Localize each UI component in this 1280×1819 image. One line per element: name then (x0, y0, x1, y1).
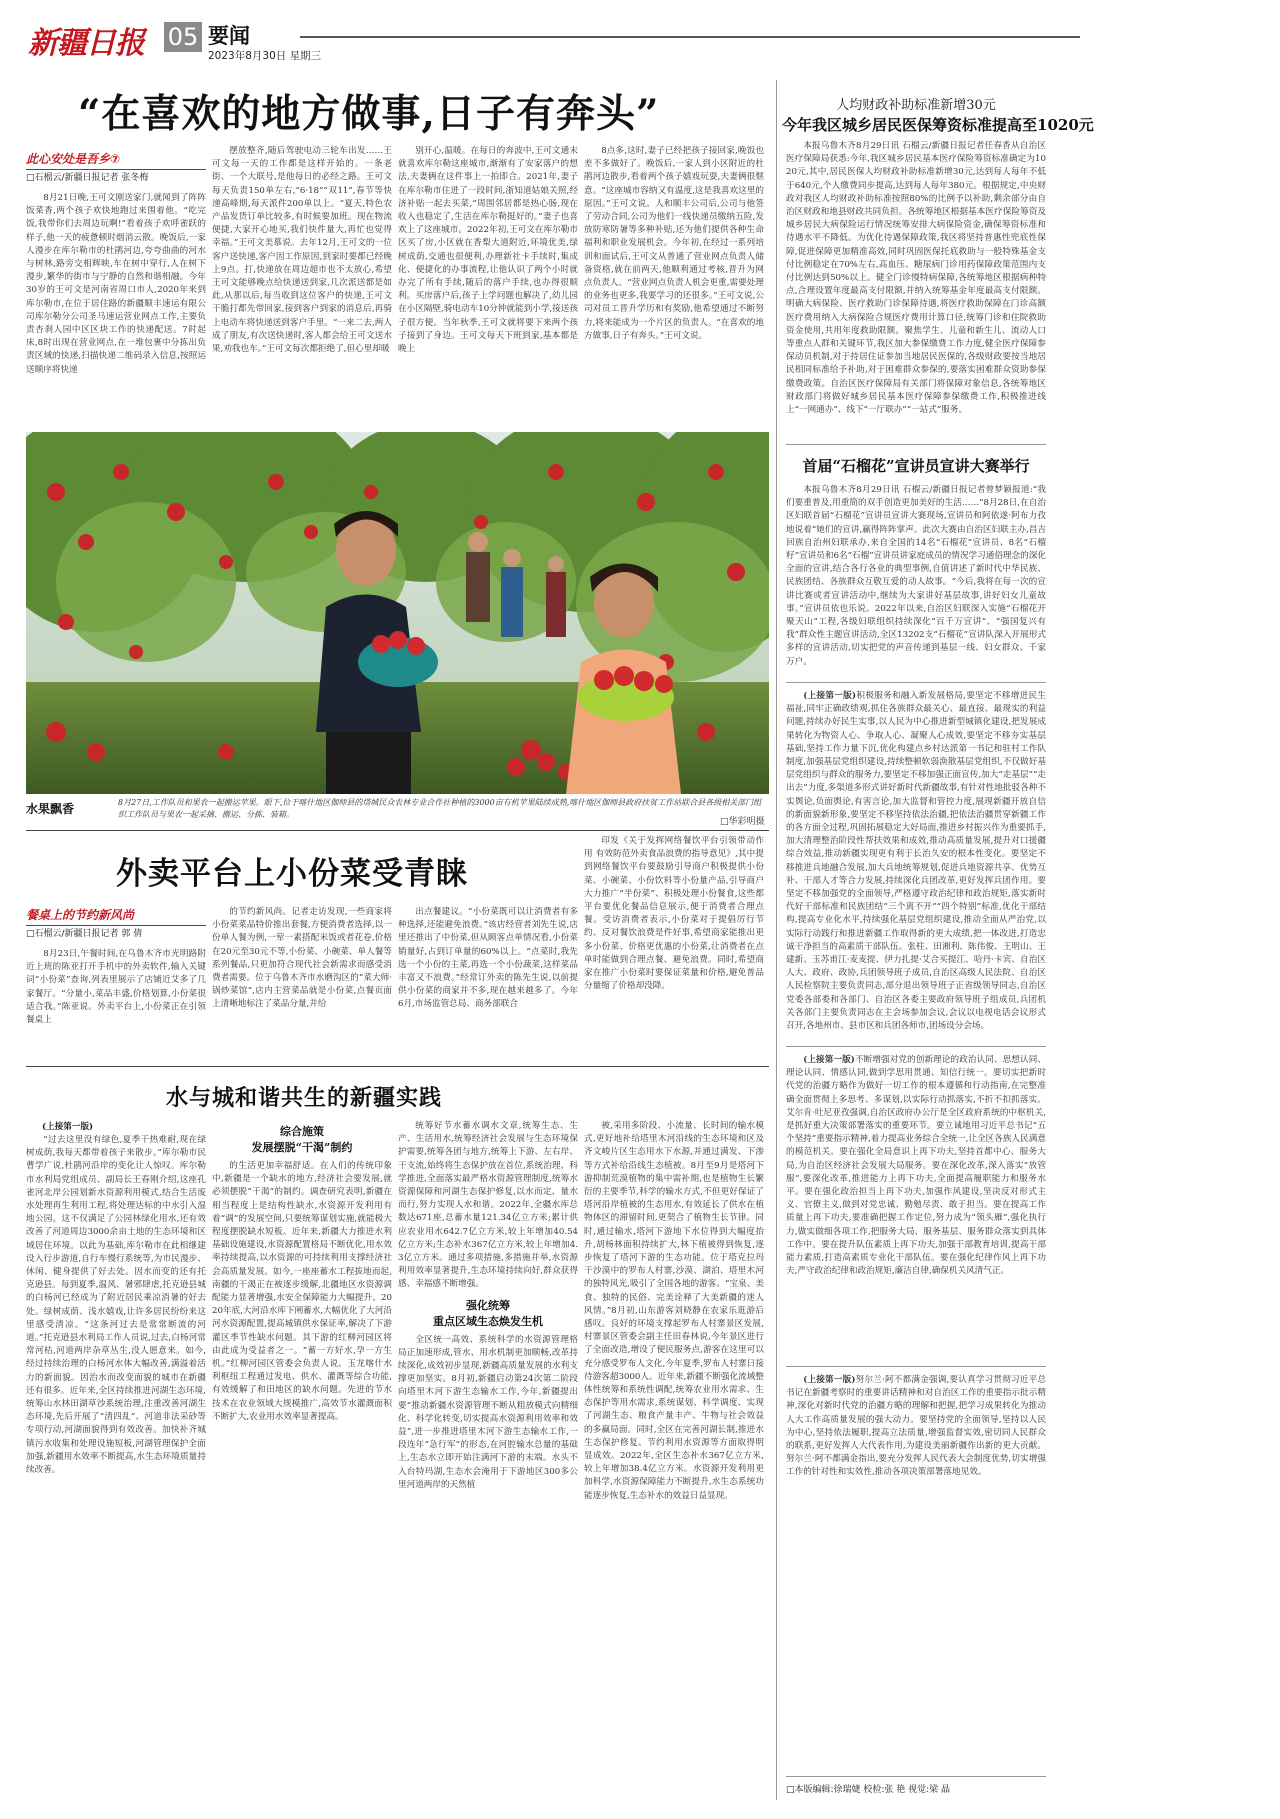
main-col-2 (212, 145, 392, 422)
divider (786, 682, 1046, 683)
sidebar-cont-3 (786, 1374, 1046, 1734)
paragraph: 本报乌鲁木齐8月29日讯 石榴云/新疆日报记者任春香从自治区医疗保障局获悉:今年,我区城乡居民基本医疗保险筹资标准确定为1020元,其中,居民医保人均财政补助标准新增30元,达到每人每年不低于640元,个人缴费同步提高,达到每人每年380元。根据规定,中央财政对我区人均财政补助标准按照80%的比例予以补助,剩余部分由自治区财政和地县财政共同负担。各统筹地区根据基本医疗保险筹资及城乡居民大病保险运行情况统筹安排大病保险资金,确保筹资标准和待遇水平不降低。为优化待遇保障政策,我区将坚持普惠性兜底性保障,促进保障更加精准高效,同时巩固医保托底救助与一般特殊基金支付比例稳定在70%左右,高血压、糖尿病门诊用药保障政策范围内支付比例达到50%以上。健全门诊慢特病保障,各统筹地区根据病种特点,合理设置年度最高支付限额,并纳入统筹基金年度最高支付限额。明确大病保险、医疗救助门诊保障待遇,将医疗救助保障在门诊高额医疗费用纳入大病保险合规医疗费用计算口径,统筹门诊和住院救助资金使用,共用年度救助限额。聚焦学生、儿童和新生儿、流动人口等重点人群和关键环节,我区加大参保缴费工作力度,健全医疗保障参保动员机制,对于持居住证参加当地居民医保的,各级财政要按当地居民相同标准给予补助,对于困难群众参保的,要落实困难群众资助参保缴费政策。自治区医疗保障局有关部门将保障对象信息,各统筹地区财政部门将做好城乡居民基本医疗保障参保缴费工作,积极推进线上“一网通办”、线下“一厅联办”“一站式”服务。 (786, 141, 1046, 416)
masthead (28, 18, 1080, 66)
masthead-rule (300, 36, 1080, 38)
photo-caption: 8月27日,工作队员和果农一起搬运苹果。眼下,位于喀什地区伽师县的塔城民众农林专业合作社种植的3000亩有机苹果陆续成熟,喀什地区伽师县政府扶贫工作站联合县各级相关部门组织工作队员与果农一起采摘、搬运、分拣、装箱。 (118, 798, 762, 819)
sidebar-text-2 (786, 484, 1046, 672)
water-col-1 (26, 1134, 206, 1794)
paragraph: “过去这里没有绿色,夏季干热难耐,现在绿树成荫,我每天都带着孩子来散步。”库尔勒市民曹学广说,杜鹃河沿岸的变化让人惊叹。库尔勒市水利局党组成员、副局长王春刚介绍,这座孔雀河北岸公园划新水资源利用模式,结合生活废水处理再生利用工程,将处理达标的中水引入湿地公园。这不仅满足了公园林绿化用水,还有效改善了河道周边3000余亩土地的生态环境和区域居住环境。以此为基础,库尔勒市在此相继建设入行步游道,自行车慢行系统等,为市民漫步、休闲、健身提供了好去处。因水而变的还有托克逊县。每到夏季,温风、暑邪肆虐,托克逊县城的白杨河已经成为了附近居民乘凉消暑的好去处。绿树成荫、浅水嬉戏,让许多居民纷纷来这里感受清凉。“这条河过去是常常断流的河道。”托克逊县水利局工作人员说,过去,白杨河常常河枯,河道两岸杂草丛生,没人愿意来。如今,经过持续治理的白杨河水体大幅改善,满溢着活力的新面貌。因治水而改变面貌的城市在新疆还有很多。近年来,全区持续推进河湖生态环境,统筹山水林田湖草沙系统治理,注重改善河湖生态环境,先后开展了“清四乱”、河道非法采砂等专项行动,河湖面貌得到有效改善。加快补齐城镇污水收集和处理设施短板,河湖管理保护全面加强,新疆用水效率不断提高,水生态环境质量持续改善。 (26, 1135, 206, 1476)
takeout-col-2 (212, 906, 392, 1058)
sidebar-headline: 今年我区城乡居民医保筹资标准提高至1020元 (782, 116, 1094, 134)
main-headline: “在喜欢的地方做事,日子有奔头” (78, 91, 660, 137)
cont-text: 积极服务和融入新发展格局,要坚定不移增进民生福祉,同牢正确政绩观,抓住各族群众最关心、最直接、最现实的利益问题,持续办好民生实事,以人民为中心推进新型城镇化建设,把发展成果转化为物资人心、争取人心、凝聚人心成效,要坚定不移夯实基层基础,坚持工作力量下沉,优化构建点乡村达派第一书记和驻村工作队制度,加强基层党组织建设,持续整顿软弱涣散基层党组织,不仅做好基层党组织与群众的服务力,要坚定不移加强正面宣传,加大“走基层”“走出去”力度,多渠道多形式讲好新时代新疆故事,有针对性地批驳各种不实舆论,负面舆论,有害言论,加大监督和管控力度,展现新疆开放自信的新面貌新形象,要坚定不移坚持依法治疆,把依法治疆贯穿新疆工作的各方面全过程,巩固拓展稳定大好局面,推进乡村振兴作为重要抓手,加大清理整治阶段性帮扶效果和成效,推动高质量发展,提升对口援疆综合效益,推动新疆实现更有利于长治久安的根本性变化。要坚定不移推进兵地融合发展,加大兵地统筹规划,促进兵地资源共享、优势互补、干部人才等合力发展,持续深化兵团改革,更好发挥兵团作用。要坚定不移加强党的全面领导,严格遵守政治纪律和政治规矩,落实新时代好干部标准和民族团结“三个离不开”“四个特别”标准,优化干部结构,提高专业化水平,持续强化基层党组织建设,推动全面从严治党,以实际行动践行和推进新疆工作取得新的更大成绩,把一体改进,打造忠诚干净担当的高素质干部队伍。张柱、田湘利、陈伟俊、王明山、王建新、玉苏甫江·麦麦提、伊力扎提·艾合买提江、哈丹·卡宾、自治区人大、政府、政协,兵团领导班子成员,自治区高级人民法院、自治区人民检察院主要负责同志,部分退出领导班子正省级领导同志,自治区党委各部委和各部门、自治区各委主要政府领导班子组成员,兵团机关各部门主要负责同志在主会场参加会议,会议以电视电话会议形式召开,各地州市、县市区和兵团各师市,团场设分会场。 (786, 691, 1046, 1032)
editor-credits: □本版编辑:徐瑞婕 校检:张 艳 视觉:梁 晶 (786, 1785, 951, 1795)
cont-label: (上接第一版) (803, 1055, 855, 1065)
issue-date: 2023年8月30日 星期三 (208, 50, 322, 62)
takeout-col-1 (26, 948, 206, 1058)
sidebar-mid-headline: 首届“石榴花”宣讲员宣讲大赛举行 (802, 457, 1030, 475)
sidebar-cont-2 (786, 1054, 1046, 1360)
water-col-2 (212, 1120, 392, 1794)
paragraph: 8月21日晚,王可文刚送家门,就闻到了阵阵饭菜香,两个孩子欢快地跑过来围着他。“吃完饭,我带你们去周边玩啊!”看着孩子欢呼雀跃的样子,他一天的疲惫顿时烟消云散。晚饭后,一家人漫步在库尔勒市的杜鹃河边,夸夸曲曲的河水与树林,路旁交相辉映,车在树中穿行,人在树下漫步,繁华的街市与宁静的自然和谐相融。今年30岁的王可文是河南省周口市人,2020年来到库尔勒市,在位于居住路的新疆顺丰速运有限公司库尔勒分公司圣马速运营业网点工作,主要负责杏刹人园中区区块工作的快递配送。7时起床,8时出现在营业网点,在一堆包裹中分拣出负责区域的快递,扫描快递二维码录入信息,按照运送顺序将快递 (26, 193, 206, 375)
subheading: 强化统筹 (466, 1298, 510, 1312)
takeout-col-4 (584, 835, 764, 1058)
water-cont-label: (上接第一版) (42, 1122, 94, 1132)
water-headline: 水与城和谐共生的新疆实践 (166, 1085, 443, 1111)
paragraph: 全区统一高效、系统科学的水资源管理格局正加速形成,管水、用水机制更加顺畅,改革持续深化,成效初步显现,新疆高质量发展的水利支撑更加坚实。8月初,新疆启动第24次第二阶段向塔里木河下游生态输水工作,今年,新疆提出要“推动新疆水资源管理不断从粗放模式向精细化、科学化转变,切实提高水资源利用效率和效益”,进一步推进塔里木河下游生态输水工作,一段连年“急行军”的形态,在河腔输水总量的基础上,生态水立即开始注满河下游的末端。水头不入台特玛湖,生态水会淹用于下游地区300多公里河道两岸的天然植 (398, 1334, 578, 1490)
subheading: 综合施策 (280, 1125, 324, 1138)
divider (786, 444, 1046, 445)
cont-text: 不断增强对党的创新理论的政治认同、思想认同、理论认同、情感认同,做到学思用贯通、知信行统一。要切实把新时代党的治疆方略作为做好一切工作的根本遵循和行动指南,在完整准确全面贯彻上多思考、多谋划,以实际行动抓落实,不折不扣抓落实。艾尔肯·吐尼亚孜强调,自治区政府办公厅是全区政府系统的中枢机关,是抓好重大决策部署落实的重要环节。要立诚地用习近平总书记“五个坚持”重要指示精神,着力提高业务综合全统一,让全区各族人民满意的模范机关。要在强化全局意识上再下功夫,坚持首都中心、服务大局,为自治区经济社会发展大局服务。要在深化改革,深入落实“放管服”,要深化改革,推进能力上再下功夫,全面提高履职能力和服务水平。要在强化政治担当上再下功夫,加强作风建设,坚决反对形式主义、官僚主义,做到对党忠诚、勤勉尽责、敢于担当。要在提高工作质量上再下功夫,要准确把握工作定位,努力成为“领头雁”,强化执行力,做实做细各项工作,把服务大局、服务基层、服务群众落实到具体工作中。要在提升队伍素质上再下功夫,加强干部教育培训,提高干部能力素质,打造高素质专业化干部队伍。要在强化纪律作风上再下功夫,严守政治纪律和政治规矩,廉洁自律,确保机关风清气正。 (786, 1055, 1046, 1277)
paragraph: 8月23日,午餐时间,在乌鲁木齐市光明路附近上班的陈亚打开手机中的外卖软件,输入关键词“小份菜”查询,列表里展示了店铺近艾多了几家餐厅。“分量小,菜品丰盛,价格划算,小份菜很适合我。”陈亚说。外卖平台上,小份菜正在引领餐桌上 (26, 949, 206, 1026)
sidebar-text-1 (786, 140, 1046, 436)
photo-label: 水果飘香 (26, 802, 75, 816)
water-col-3 (398, 1120, 578, 1794)
water-col-4 (584, 1120, 764, 1794)
main-col-3 (398, 145, 578, 422)
subheading: 发展摆脱“干渴”制约 (251, 1141, 353, 1154)
divider (786, 1046, 1046, 1047)
paragraph (786, 1054, 1046, 1278)
page-number: 05 (164, 22, 202, 52)
paragraph: 摆放整齐,随后驾驶电动三轮车出发……王可文每一天的工作都是这样开始的。一条老街、一个大联号,是他每日的必经之路。王可文每天负责150单左右,“6·18”“双11”,春节等快递高峰期,每天派件200单以上。“夏天,特色农产品发货订单比较多,有时候要加班。现在物流便捷,大家开心地买,我们快件量大,再忙也觉得幸福。”王可文美慕说。去年12月,王可文的一位客户送快递,客户因工作原因,到家时要都已经晚上9点。打,快递放在周边超市也不太放心,希望王可文能够晚点给快递送到家,几次派送都是如此,从那以后,每当收到这位客户的快递,王可文干脆打都先带回家,接到客户到家的消息后,再骑上电动车将快递送到客户手里。“一来二去,两人成了朋友,有次送快递时,客人都会给王可文送水果,劝我也车。”王可文每次都拒绝了,但心里却暖 (212, 146, 392, 355)
takeout-column-tag: 餐桌上的节约新风尚 (26, 906, 206, 926)
divider (786, 1776, 1046, 1777)
paragraph: 别开心,温暖。在每日的奔波中,王可文通末就喜欢库尔勒这座城市,渐渐有了安家落户的想法,夫妻俩在这件事上一拍即合。2021年,妻子在库尔勒市住进了一段时间,浙知道姑娘关照,经济补贴一起去买菜,“周围邻居都是热心肠,现在收入也稳定了,生活在库尔勒挺好的。”妻子也喜欢上了这座城市。2022年初,王可文在库尔勒市区买了房,小区就在香梨大道附近,环境优美,绿树成荫,交通也很便利,办理新社卡手续时,集成化、便捷化的办事流程,让他认识了两个小时就办完了所有手续,随后的落户手续,也办得很顺利。买房落户后,孩子上学问题也解决了,幼儿园在小区隔壁,骑电动车10分钟就能到小学,接送孩子很方便。当年秋季,王可文就将要下来两个孩子接到了身边。王可文每天下班到家,基本都是晚上 (398, 146, 578, 355)
photo-credit: □华彩明摄 (720, 817, 765, 827)
paragraph: 出点餐建议。“小份菜既可以让消费者有多种选择,还能避免浪费。”该店经营者刘先生说,店里还推出了中份菜,但从顾客点单情况看,小份菜销量好,占到订单量的60%以上。“点菜时,我先选一个小份的主菜,再选一个小份蔬菜,这样菜品丰富又不浪费。”经常订外卖的陈先生说,以前提供小份菜的商家并不多,现在越来越多了。今年6月,市场监管总局、商务部联合 (398, 907, 578, 1010)
paper-logo: 新疆日报 (28, 26, 144, 61)
main-col-1 (26, 192, 206, 422)
paragraph: 的生活更加幸福舒适。在人们的传统印象中,新疆是一个缺水的地方,经济社会要发展,就必须摆脱“干渴”的制约。调查研究表明,新疆在相当程度上是结构性缺水,水资源开发利用有着“调”的发展空间,只要统筹谋划实施,就能极大程度摆脱缺水短板。近年来,新疆大力推进水利基础设施建设,水资源配置格局不断优化,用水效率持续提高,以水资源的可持续利用支撑经济社会高质量发展。如今,一座座蓄水工程拔地而起,南疆的干渴正在被逐步缓解,北疆地区水资源调配能力显著增强,水安全保障能力大幅提升。2020年底,大河沿水库下闸蓄水,大幅优化了大河沿河水资源配置,提高城镇供水保证率,解决了下游灌区季节性缺水问题。其下游的红柳河园区将由此成为受益者之一。“蓄一方好水,孕一方生机。”红柳河园区管委会负责人说。玉龙喀什水利枢纽工程通过发电、供水、灌溉等综合功能,有效缓解了和田地区的缺水问题。先进的节水技术在农业领域大规模推广,高效节水灌溉面积不断扩大,农业用水效率显著提高。 (212, 1161, 392, 1422)
subheading: 重点区域生态焕发生机 (433, 1314, 543, 1328)
paragraph: 统筹好节水蓄水调水文章,统筹生态、生产、生活用水,统筹经济社会发展与生态环境保护需要,统筹各团与地方,统筹上下游、左右岸、干支流,始终将生态保护放在首位,系统治理、科学推进,全面落实最严格水资源管理制度,统筹水资源保障和河湖生态保护修复,以水而定、量水而行,努力实现人水和谐。2022年,全疆水库总数达671座,总蓄水量121.34亿立方米;累计供应农业用水642.7亿立方米,较上年增加40.54亿立方米;生态补水367亿立方米,较上年增加4.3亿立方米。通过多项措施,多措施并举,水资源利用效率显著提升,生态环境持续向好,群众获得感、幸福感不断增强。 (398, 1121, 578, 1290)
takeout-byline: □石榴云/新疆日报记者 郭 倩 (26, 929, 143, 939)
news-photo (26, 432, 769, 794)
takeout-headline: 外卖平台上小份菜受青睐 (116, 856, 468, 892)
cont-label: (上接第一版) (803, 691, 857, 701)
divider (26, 830, 769, 831)
paragraph (786, 1374, 1046, 1480)
main-byline: □石榴云/新疆日报记者 张冬梅 (26, 173, 149, 183)
paragraph: 本报乌鲁木齐8月29日讯 石榴云/新疆日报记者曾梦颖报道:“我们要重普及,用重简的双手创造更加美好的生活……”8月28日,在自治区妇联首届“石榴花”宣讲员宣讲大赛现场,宣讲员和阿依遂·阿布力孜地说着“她们的宣讲,赢得阵阵掌声。此次大赛由自治区妇联主办,昌吉回族自治州妇联承办,来自全国的14名“石榴花”宣讲员、8名“石榴籽”宣讲员和6名“石榴”宣讲员讲家庭成员的情况学习通俗理念的深化全面的宣讲,结合各行各业的典型事例,自值讲述了新时代中华民族、民族团结、各族群众互敬互爱的动人故事。“今后,我将在每一次的宣讲比赛或者宣讲活动中,继续为大家讲好基层故事,讲好妇女儿童故事。”宣讲员依也乐说。2022年以来,自治区妇联深入实施“石榴花开聚天山”工程,各级妇联组织持续深化“百千万宣讲”、“强国复兴有我”群众性主题宣讲活动,全区13202支“石榴花”宣讲队深入开展形式多样的宣讲活动,切实把党的声音传递到基层一线、妇女群众、千家万户。 (786, 485, 1046, 667)
paragraph: 8点多,这时,妻子已经把孩子接回家,晚饭也差不多做好了。晚饭后,一家人到小区附近的杜鹃河边散步,看着两个孩子嬉戏玩耍,夫妻俩很惬意。“这座城市容纳又有温度,这是我喜欢这里的原因。”王可文说。人和顺丰公司后,公司与他签了劳动合同,公司为他们一线快递员缴纳五险,发放防寒防暑等多种补贴,还为他们提供各种生命福利和职业发展机会。今年初,在经过一系列培训和面试后,王可文从普通了营业网点负责人储备资格,就在前两天,他顺利通过考核,晋升为网点负责人。“营业网点负责人机会更重,需要处理的业务也更多,我要学习的还很多。”王可文说,公司对员工晋升学历和有奖励,他希望通过不断努力,将来能成为一个片区的负责人。“在喜欢的地方做事,日子有奔头。”王可文说。 (584, 146, 764, 341)
cont-label: (上接第一版) (803, 1375, 856, 1385)
cont-text: 努尔兰·阿不都满金强调,要认真学习贯彻习近平总书记在新疆考察时的重要讲话精神和对自治区工作的重要指示批示精神,深化对新时代党的治疆方略的理解和把握,把学习成果转化为推动人大工作高质量发展的强大动力。要坚持党的全面领导,坚持以人民为中心,坚持依法履职,提高立法质量,增强监督实效,密切同人民群众的联系,更好发挥人大代表作用,为建设美丽新疆作出新的更大贡献。努尔兰·阿不都满金指出,要充分发挥人民代表大会制度优势,切实增强工作的针对性和实效性,推动各项决策部署落地见效。 (786, 1375, 1046, 1478)
divider (786, 1366, 1046, 1367)
paragraph: 印发《关于发挥网络餐饮平台引领带动作用 有效防范外卖食品浪费的指导意见》,其中提到网络餐饮平台要鼓励引导商户积极提供小份菜、小碗菜、小份饮料等小份量产品,引导商户大力推广“半份菜”、积极处理小份餐食,这些都平台要优化餐品信息展示,便于消费者合理点餐。受访消费者表示,小份菜对于提倡厉行节约、反对餐饮浪费是件好事,希望商家能推出更多小份菜、价格更优惠的小份菜,让消费者在点单时能做到合理点餐、避免浪费。同时,希望商家在推广小份菜时要保证菜量和价格,避免普品分量缩了价格却没降。 (584, 836, 764, 992)
paragraph (786, 690, 1046, 1033)
sidebar-kicker: 人均财政补助标准新增30元 (836, 98, 996, 113)
main-col-4 (584, 145, 764, 422)
column-divider (776, 80, 777, 1800)
section-name: 要闻 (208, 24, 250, 48)
divider (26, 1066, 769, 1067)
sidebar-cont-1 (786, 690, 1046, 1040)
paragraph: 被,采用多阶段、小流量、长时间的输水模式,更好地补给塔里木河沿线的生态环境和区及齐文峻片区生态用水下水源,并通过满发、下渗等方式补给沿线生态植被。8月至9月是塔河下游抑制荒漠植物的集中需补期,也是植物生长繁衍的主要季节,科学的输水方式,不但更好保证了塔河沿岸植被的生态用水,有效延长了供水在植物体区的滞留时间,更契合了植物生长节律。同时,通过输水,塔河下游地下水位得到大幅度抬升,胡杨林面积持续扩大,林下植被得到恢复,逐步恢复了塔河下游的生态功能。位于塔克拉玛干沙漠中的罗布人村寨,沙漠、湖泊、塔里木河的独特风光,吸引了全国各地的游客。“宝泉、美食、独特的民俗、完美诠释了大美新疆的迷人风情。”8月初,山东游客刘晓静在农家乐逛游后感叹。良好的环境支撑起罗布人村寨景区发展,村寨景区管委会副主任田春林说,今年景区进行了全面改造,增设了便民服务点,游客在这里可以充分感受罗布人文化,今年夏季,罗布人村寨日接待游客超3000人。近年来,新疆不断强化流域整体性统筹和系统性调配,统筹农业用水需求、生态保护等用水需求,系统谋划、科学调度、实现了河湖生态、粮食产量丰产、牛物与社会效益的多赢局面。同时,全区在完善河湖长制,推进水生态保护修复、节约利用水资源等方面取得明显成效。2022年,全区生态补水367亿立方米,较上年增加38.4亿立方米。水资源开发利用更加科学,水资源保障能力不断提升,水生态系统功能逐步恢复,生态补水的效益日益显现。 (584, 1121, 764, 1501)
takeout-col-3 (398, 906, 578, 1058)
paragraph: 的节约新风尚。记者走访发现,一些商家将小份菜菜品特价推出套餐,方便消费者选择,以一份单人餐为例,一荤一素搭配米饭或者花卷,价格在20元至30元不等,小份菜、小碗菜、单人餐等系列餐品,只更加符合现代社会新需求而感受消费者需要。位于乌鲁木齐市水磨沟区的“菜大师·锅炒菜馆”,店内主营菜品就是小份菜,点餐页面上清晰地标注了菜品分量,并给 (212, 907, 392, 1010)
column-tag: 此心安处是吾乡⑦ (26, 150, 206, 170)
